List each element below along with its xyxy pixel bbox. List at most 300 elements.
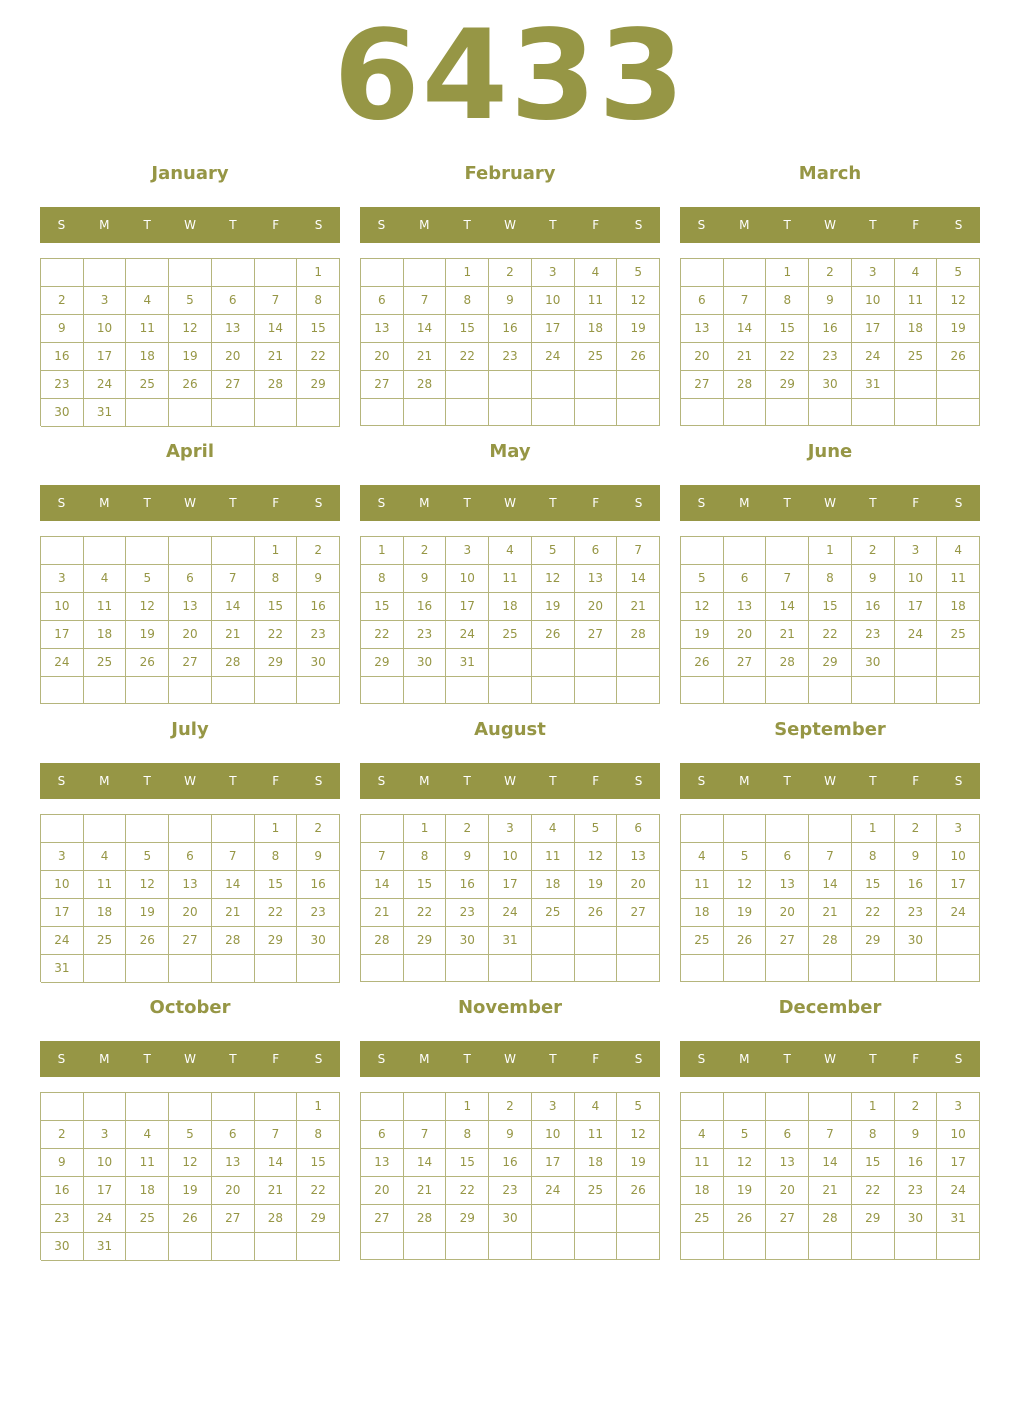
day-cell: 19	[575, 871, 618, 899]
day-cell: 2	[297, 537, 340, 565]
day-cell: 24	[41, 927, 84, 955]
day-cell: 15	[255, 871, 298, 899]
weekday-header	[680, 1041, 980, 1077]
weekday-label: T	[463, 218, 471, 232]
day-cell: 24	[84, 371, 127, 399]
weekday-label: M	[99, 496, 110, 510]
empty-day-cell	[446, 955, 489, 982]
month-name: February	[464, 163, 556, 184]
weekday-header	[40, 763, 340, 799]
day-cell: 5	[724, 1121, 767, 1149]
day-cell: 6	[361, 287, 404, 315]
empty-day-cell	[169, 677, 212, 704]
day-cell: 10	[852, 287, 895, 315]
empty-day-cell	[41, 537, 84, 565]
empty-day-cell	[212, 955, 255, 983]
empty-day-cell	[489, 371, 532, 399]
day-cell: 21	[766, 621, 809, 649]
day-cell: 8	[852, 843, 895, 871]
empty-day-cell	[255, 399, 298, 427]
empty-day-cell	[809, 955, 852, 982]
day-cell: 10	[84, 315, 127, 343]
weekday-label: S	[954, 774, 963, 788]
day-cell: 24	[852, 343, 895, 371]
day-cell: 13	[361, 1149, 404, 1177]
empty-day-cell	[937, 371, 980, 399]
empty-day-cell	[852, 955, 895, 982]
weekday-label: F	[272, 218, 280, 232]
day-cell: 9	[41, 315, 84, 343]
weekday-label: S	[57, 218, 66, 232]
day-cell: 20	[575, 593, 618, 621]
day-cell: 5	[126, 843, 169, 871]
day-cell: 22	[404, 899, 447, 927]
day-cell: 2	[297, 815, 340, 843]
weekday-label: S	[954, 218, 963, 232]
day-cell: 23	[852, 621, 895, 649]
day-cell: 11	[126, 1149, 169, 1177]
day-cell: 26	[169, 1205, 212, 1233]
day-cell: 18	[937, 593, 980, 621]
weekday-header	[680, 207, 980, 243]
day-cell: 9	[489, 1121, 532, 1149]
day-cell: 21	[724, 343, 767, 371]
day-cell: 9	[446, 843, 489, 871]
empty-day-cell	[404, 259, 447, 287]
day-cell: 24	[84, 1205, 127, 1233]
day-cell: 1	[446, 1093, 489, 1121]
day-cell: 6	[724, 565, 767, 593]
weekday-label: F	[912, 774, 920, 788]
day-cell: 15	[297, 315, 340, 343]
day-cell: 14	[766, 593, 809, 621]
empty-day-cell	[852, 677, 895, 704]
month-name: April	[165, 441, 215, 462]
day-cell: 25	[895, 343, 938, 371]
day-cell: 14	[724, 315, 767, 343]
empty-day-cell	[532, 649, 575, 677]
day-cell: 1	[255, 537, 298, 565]
day-cell: 22	[361, 621, 404, 649]
day-cell: 15	[446, 1149, 489, 1177]
day-cell: 17	[852, 315, 895, 343]
empty-day-cell	[575, 399, 618, 426]
day-cell: 14	[404, 1149, 447, 1177]
weekday-label: S	[57, 1052, 66, 1066]
empty-day-cell	[446, 371, 489, 399]
day-cell: 11	[575, 287, 618, 315]
day-cell: 19	[617, 315, 660, 343]
day-cell: 4	[126, 287, 169, 315]
empty-day-cell	[361, 815, 404, 843]
day-cell: 2	[489, 259, 532, 287]
day-cell: 5	[169, 1121, 212, 1149]
day-cell: 12	[169, 315, 212, 343]
day-cell: 6	[766, 1121, 809, 1149]
weekday-label: S	[377, 496, 386, 510]
empty-day-cell	[575, 927, 618, 955]
day-cell: 6	[361, 1121, 404, 1149]
empty-day-cell	[212, 399, 255, 427]
weekday-label: T	[229, 774, 237, 788]
day-cell: 9	[297, 843, 340, 871]
day-cell: 8	[255, 843, 298, 871]
day-cell: 21	[361, 899, 404, 927]
day-cell: 24	[41, 649, 84, 677]
day-cell: 7	[724, 287, 767, 315]
empty-day-cell	[575, 955, 618, 982]
day-cell: 14	[361, 871, 404, 899]
day-cell: 26	[617, 343, 660, 371]
empty-day-cell	[937, 677, 980, 704]
day-cell: 12	[724, 871, 767, 899]
day-cell: 3	[852, 259, 895, 287]
weekday-label: M	[739, 1052, 750, 1066]
day-cell: 23	[297, 899, 340, 927]
empty-day-cell	[617, 399, 660, 426]
day-cell: 23	[297, 621, 340, 649]
day-cell: 13	[724, 593, 767, 621]
weekday-label: M	[419, 218, 430, 232]
day-cell: 21	[255, 343, 298, 371]
empty-day-cell	[766, 1233, 809, 1260]
empty-day-cell	[169, 1093, 212, 1121]
day-cell: 28	[617, 621, 660, 649]
day-cell: 16	[41, 1177, 84, 1205]
day-cell: 10	[937, 1121, 980, 1149]
weekday-label: M	[99, 1052, 110, 1066]
day-cell: 12	[126, 871, 169, 899]
day-cell: 20	[766, 899, 809, 927]
weekday-label: F	[912, 496, 920, 510]
day-cell: 22	[446, 1177, 489, 1205]
day-cell: 22	[255, 899, 298, 927]
weekday-header	[40, 207, 340, 243]
empty-day-cell	[617, 1205, 660, 1233]
empty-day-cell	[852, 399, 895, 426]
empty-day-cell	[297, 1233, 340, 1261]
day-cell: 27	[212, 371, 255, 399]
day-cell: 19	[532, 593, 575, 621]
day-cell: 13	[617, 843, 660, 871]
day-cell: 4	[575, 259, 618, 287]
day-cell: 25	[84, 927, 127, 955]
day-cell: 29	[297, 1205, 340, 1233]
day-cell: 2	[41, 1121, 84, 1149]
weekday-label: M	[99, 774, 110, 788]
day-cell: 7	[617, 537, 660, 565]
empty-day-cell	[895, 955, 938, 982]
day-cell: 31	[937, 1205, 980, 1233]
day-cell: 23	[809, 343, 852, 371]
day-cell: 10	[532, 1121, 575, 1149]
empty-day-cell	[489, 955, 532, 982]
empty-day-cell	[489, 649, 532, 677]
day-cell: 4	[937, 537, 980, 565]
empty-day-cell	[404, 1233, 447, 1260]
weekday-header	[40, 485, 340, 521]
empty-day-cell	[361, 1093, 404, 1121]
day-cell: 15	[404, 871, 447, 899]
weekday-label: T	[463, 774, 471, 788]
day-cell: 7	[212, 843, 255, 871]
empty-day-cell	[84, 815, 127, 843]
day-cell: 26	[575, 899, 618, 927]
day-cell: 18	[532, 871, 575, 899]
day-cell: 22	[446, 343, 489, 371]
day-cell: 12	[532, 565, 575, 593]
empty-day-cell	[361, 259, 404, 287]
day-cell: 5	[126, 565, 169, 593]
day-cell: 18	[681, 1177, 724, 1205]
empty-day-cell	[41, 815, 84, 843]
empty-day-cell	[84, 1093, 127, 1121]
day-cell: 19	[724, 1177, 767, 1205]
day-cell: 25	[126, 371, 169, 399]
day-cell: 2	[489, 1093, 532, 1121]
day-cell: 11	[937, 565, 980, 593]
empty-day-cell	[532, 399, 575, 426]
day-cell: 23	[446, 899, 489, 927]
empty-day-cell	[575, 649, 618, 677]
day-cell: 22	[852, 1177, 895, 1205]
day-cell: 6	[681, 287, 724, 315]
weekday-label: S	[314, 218, 323, 232]
day-cell: 23	[41, 371, 84, 399]
day-cell: 27	[212, 1205, 255, 1233]
day-cell: 27	[766, 1205, 809, 1233]
day-cell: 25	[575, 343, 618, 371]
empty-day-cell	[724, 1093, 767, 1121]
empty-day-cell	[169, 537, 212, 565]
day-cell: 13	[212, 1149, 255, 1177]
day-cell: 28	[724, 371, 767, 399]
days-grid	[680, 814, 980, 982]
day-cell: 17	[41, 621, 84, 649]
weekday-label: M	[739, 496, 750, 510]
empty-day-cell	[212, 1093, 255, 1121]
day-cell: 3	[532, 259, 575, 287]
day-cell: 8	[404, 843, 447, 871]
month-name: December	[778, 997, 882, 1018]
day-cell: 1	[852, 1093, 895, 1121]
day-cell: 20	[212, 1177, 255, 1205]
day-cell: 14	[617, 565, 660, 593]
month-name: June	[807, 441, 853, 462]
empty-day-cell	[446, 677, 489, 704]
weekday-label: T	[783, 774, 791, 788]
empty-day-cell	[809, 677, 852, 704]
weekday-label: S	[954, 1052, 963, 1066]
day-cell: 4	[84, 843, 127, 871]
weekday-header	[360, 207, 660, 243]
day-cell: 16	[404, 593, 447, 621]
day-cell: 15	[852, 1149, 895, 1177]
day-cell: 25	[681, 927, 724, 955]
weekday-label: S	[697, 1052, 706, 1066]
day-cell: 10	[41, 593, 84, 621]
day-cell: 7	[361, 843, 404, 871]
day-cell: 27	[169, 649, 212, 677]
weekday-label: F	[592, 218, 600, 232]
day-cell: 30	[852, 649, 895, 677]
weekday-label: T	[549, 496, 557, 510]
day-cell: 12	[681, 593, 724, 621]
empty-day-cell	[895, 399, 938, 426]
day-cell: 4	[84, 565, 127, 593]
empty-day-cell	[212, 677, 255, 704]
weekday-label: T	[783, 218, 791, 232]
day-cell: 24	[489, 899, 532, 927]
day-cell: 12	[724, 1149, 767, 1177]
day-cell: 15	[809, 593, 852, 621]
day-cell: 23	[489, 1177, 532, 1205]
empty-day-cell	[297, 399, 340, 427]
day-cell: 8	[809, 565, 852, 593]
empty-day-cell	[169, 815, 212, 843]
empty-day-cell	[724, 399, 767, 426]
empty-day-cell	[489, 1233, 532, 1260]
day-cell: 9	[852, 565, 895, 593]
day-cell: 30	[297, 649, 340, 677]
day-cell: 14	[404, 315, 447, 343]
day-cell: 8	[255, 565, 298, 593]
day-cell: 11	[126, 315, 169, 343]
day-cell: 20	[681, 343, 724, 371]
day-cell: 18	[126, 1177, 169, 1205]
day-cell: 5	[724, 843, 767, 871]
weekday-label: W	[824, 1052, 836, 1066]
empty-day-cell	[532, 1205, 575, 1233]
day-cell: 14	[809, 1149, 852, 1177]
empty-day-cell	[681, 1093, 724, 1121]
day-cell: 7	[212, 565, 255, 593]
empty-day-cell	[681, 815, 724, 843]
day-cell: 10	[84, 1149, 127, 1177]
empty-day-cell	[446, 1233, 489, 1260]
day-cell: 18	[84, 621, 127, 649]
day-cell: 13	[212, 315, 255, 343]
day-cell: 23	[41, 1205, 84, 1233]
day-cell: 4	[532, 815, 575, 843]
day-cell: 17	[937, 1149, 980, 1177]
day-cell: 7	[809, 843, 852, 871]
day-cell: 30	[489, 1205, 532, 1233]
day-cell: 29	[297, 371, 340, 399]
weekday-label: M	[419, 496, 430, 510]
day-cell: 24	[446, 621, 489, 649]
day-cell: 6	[169, 565, 212, 593]
empty-day-cell	[937, 649, 980, 677]
day-cell: 12	[126, 593, 169, 621]
days-grid	[40, 1092, 340, 1260]
days-grid	[360, 814, 660, 982]
day-cell: 19	[617, 1149, 660, 1177]
day-cell: 29	[361, 649, 404, 677]
day-cell: 24	[532, 1177, 575, 1205]
day-cell: 11	[532, 843, 575, 871]
empty-day-cell	[766, 677, 809, 704]
day-cell: 17	[937, 871, 980, 899]
weekday-label: W	[504, 774, 516, 788]
day-cell: 23	[895, 1177, 938, 1205]
day-cell: 17	[84, 1177, 127, 1205]
day-cell: 10	[532, 287, 575, 315]
days-grid	[40, 258, 340, 426]
day-cell: 27	[361, 1205, 404, 1233]
day-cell: 9	[404, 565, 447, 593]
day-cell: 8	[361, 565, 404, 593]
day-cell: 26	[532, 621, 575, 649]
day-cell: 27	[617, 899, 660, 927]
day-cell: 29	[852, 927, 895, 955]
day-cell: 21	[255, 1177, 298, 1205]
empty-day-cell	[255, 259, 298, 287]
day-cell: 23	[895, 899, 938, 927]
day-cell: 6	[766, 843, 809, 871]
days-grid	[680, 536, 980, 704]
day-cell: 19	[126, 899, 169, 927]
day-cell: 17	[446, 593, 489, 621]
day-cell: 22	[809, 621, 852, 649]
day-cell: 13	[169, 593, 212, 621]
day-cell: 28	[404, 371, 447, 399]
day-cell: 12	[575, 843, 618, 871]
day-cell: 19	[169, 343, 212, 371]
empty-day-cell	[895, 1233, 938, 1260]
day-cell: 1	[404, 815, 447, 843]
empty-day-cell	[532, 371, 575, 399]
day-cell: 13	[681, 315, 724, 343]
day-cell: 3	[41, 843, 84, 871]
weekday-label: T	[143, 1052, 151, 1066]
empty-day-cell	[617, 649, 660, 677]
day-cell: 4	[489, 537, 532, 565]
empty-day-cell	[404, 399, 447, 426]
empty-day-cell	[404, 955, 447, 982]
day-cell: 31	[84, 1233, 127, 1261]
empty-day-cell	[255, 1233, 298, 1261]
day-cell: 30	[41, 1233, 84, 1261]
day-cell: 20	[766, 1177, 809, 1205]
day-cell: 3	[41, 565, 84, 593]
day-cell: 7	[404, 1121, 447, 1149]
day-cell: 27	[169, 927, 212, 955]
empty-day-cell	[532, 955, 575, 982]
day-cell: 11	[681, 871, 724, 899]
empty-day-cell	[617, 927, 660, 955]
empty-day-cell	[681, 955, 724, 982]
empty-day-cell	[212, 537, 255, 565]
empty-day-cell	[724, 1233, 767, 1260]
day-cell: 21	[809, 1177, 852, 1205]
empty-day-cell	[212, 259, 255, 287]
month-name: May	[489, 441, 531, 462]
empty-day-cell	[681, 259, 724, 287]
weekday-label: T	[229, 218, 237, 232]
day-cell: 18	[575, 1149, 618, 1177]
day-cell: 24	[937, 899, 980, 927]
day-cell: 22	[766, 343, 809, 371]
day-cell: 26	[724, 927, 767, 955]
month-name: March	[798, 163, 862, 184]
days-grid	[360, 1092, 660, 1260]
day-cell: 27	[575, 621, 618, 649]
day-cell: 19	[681, 621, 724, 649]
day-cell: 15	[361, 593, 404, 621]
day-cell: 1	[255, 815, 298, 843]
day-cell: 27	[681, 371, 724, 399]
